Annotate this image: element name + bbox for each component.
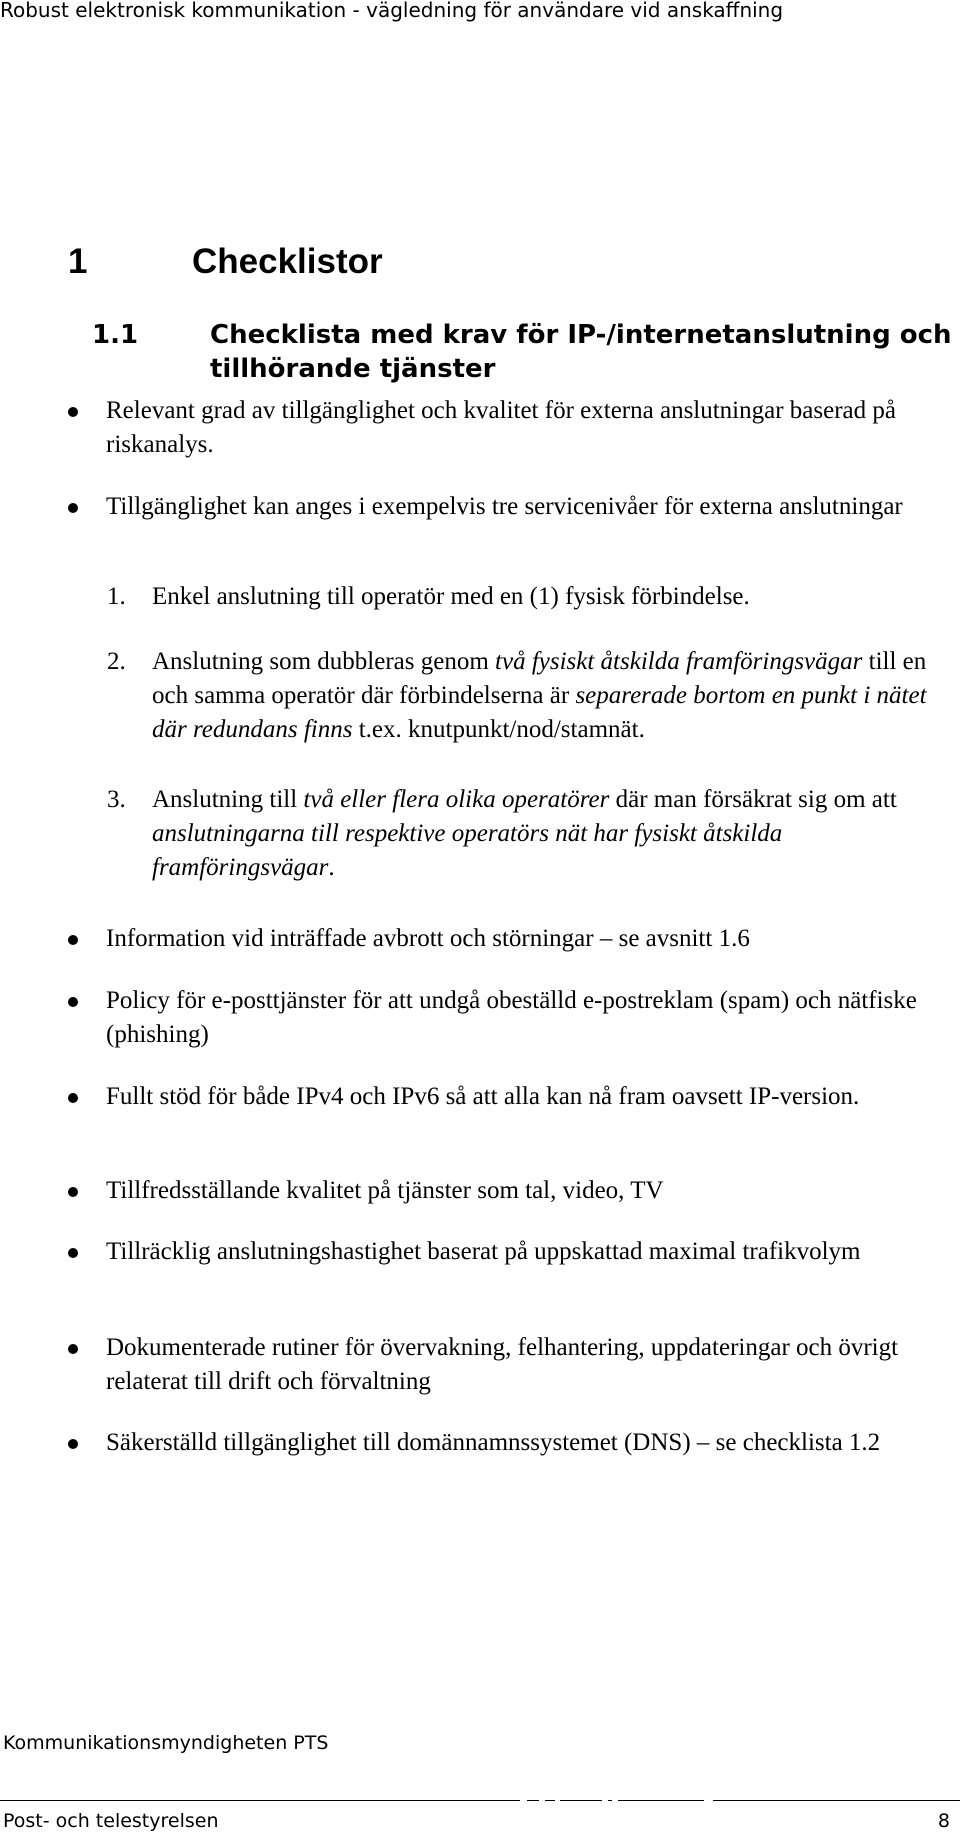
numbered-item-text: Enkel anslutning till operatör med en (1) fysisk förbindelse. xyxy=(152,583,750,610)
list-item-text: Relevant grad av tillgänglighet och kvalitet för externa anslutningar baserad på riskanalys. xyxy=(106,397,896,458)
list-item-text: Dokumenterade rutiner för övervakning, felhantering, uppdateringar och övrigt relaterat till drift och förvaltning xyxy=(106,1334,899,1395)
footer-text: Post- och telestyrelsen xyxy=(3,1810,219,1832)
emphasis-text: två eller flera olika operatörer xyxy=(303,786,610,813)
list-item xyxy=(68,490,938,524)
list-item-text: Tillfredsställande kvalitet på tjänster som tal, video, TV xyxy=(106,1177,664,1204)
text-run: till en och samma operatör där förbindelserna är xyxy=(152,648,927,709)
bullet-icon xyxy=(68,935,78,945)
list-item-text: Tillgänglighet kan anges i exempelvis tre servicenivåer för externa anslutningar xyxy=(106,493,903,520)
bullet-icon xyxy=(68,1093,78,1103)
footer-divider xyxy=(0,1795,960,1807)
emphasis-text: två fysiskt åtskilda framföringsvägar xyxy=(495,648,863,675)
bullet-icon xyxy=(68,1187,78,1197)
section-number: 1 xyxy=(68,242,88,281)
bullet-icon xyxy=(68,1344,78,1354)
list-item xyxy=(68,1080,938,1114)
subsection-title: Checklista med krav för IP-/internetanslutning och tillhörande tjänster xyxy=(210,320,952,384)
subsection-number: 1.1 xyxy=(92,320,139,350)
list-item xyxy=(68,394,938,462)
numbered-item xyxy=(107,783,937,885)
list-item xyxy=(68,1174,938,1208)
item-number: 3. xyxy=(107,786,126,813)
numbered-item-text xyxy=(152,783,937,885)
section-title: Checklistor xyxy=(192,242,383,281)
numbered-item xyxy=(107,580,937,614)
bullet-icon xyxy=(68,1439,78,1449)
item-number: 2. xyxy=(107,648,126,675)
bullet-icon xyxy=(68,997,78,1007)
running-header: Robust elektronisk kommunikation - vägledning för användare vid anskaffning xyxy=(0,0,784,22)
text-run: Anslutning som dubbleras genom xyxy=(152,648,496,675)
emphasis-text: anslutningarna till respektive operatörs nät har fysiskt åtskilda framföringsvägar xyxy=(152,820,783,881)
emphasis-text: separerade bortom en punkt i nätet där redundans finns xyxy=(152,682,927,743)
bullet-icon xyxy=(68,1248,78,1258)
list-item xyxy=(68,922,938,956)
item-number: 1. xyxy=(107,583,126,610)
list-item xyxy=(68,1331,938,1399)
numbered-item-text xyxy=(152,645,937,747)
bullet-icon xyxy=(68,407,78,417)
list-item-text: Tillräcklig anslutningshastighet baserat på uppskattad maximal trafikvolym xyxy=(106,1238,861,1265)
list-item-text: Policy för e-posttjänster för att undgå obeställd e-postreklam (spam) och nätfiske (phishing) xyxy=(106,987,917,1048)
text-run: där man försäkrat sig om att xyxy=(609,786,897,813)
list-item-text: Fullt stöd för både IPv4 och IPv6 så att alla kan nå fram oavsett IP-version. xyxy=(106,1083,860,1110)
page-number: 8 xyxy=(937,1810,950,1832)
bullet-icon xyxy=(68,503,78,513)
numbered-item xyxy=(107,645,937,747)
text-run: t.ex. knutpunkt/nod/stamnät. xyxy=(352,716,645,743)
list-item xyxy=(68,1235,938,1269)
list-item-text: Information vid inträffade avbrott och störningar – se avsnitt 1.6 xyxy=(106,925,750,952)
text-run: . xyxy=(328,854,335,881)
footer-organization: Kommunikationsmyndigheten PTS xyxy=(3,1732,329,1754)
text-run: Anslutning till xyxy=(152,786,304,813)
list-item xyxy=(68,984,938,1052)
list-item-text: Säkerställd tillgänglighet till domännamnssystemet (DNS) – se checklista 1.2 xyxy=(106,1429,881,1456)
list-item xyxy=(68,1426,938,1460)
